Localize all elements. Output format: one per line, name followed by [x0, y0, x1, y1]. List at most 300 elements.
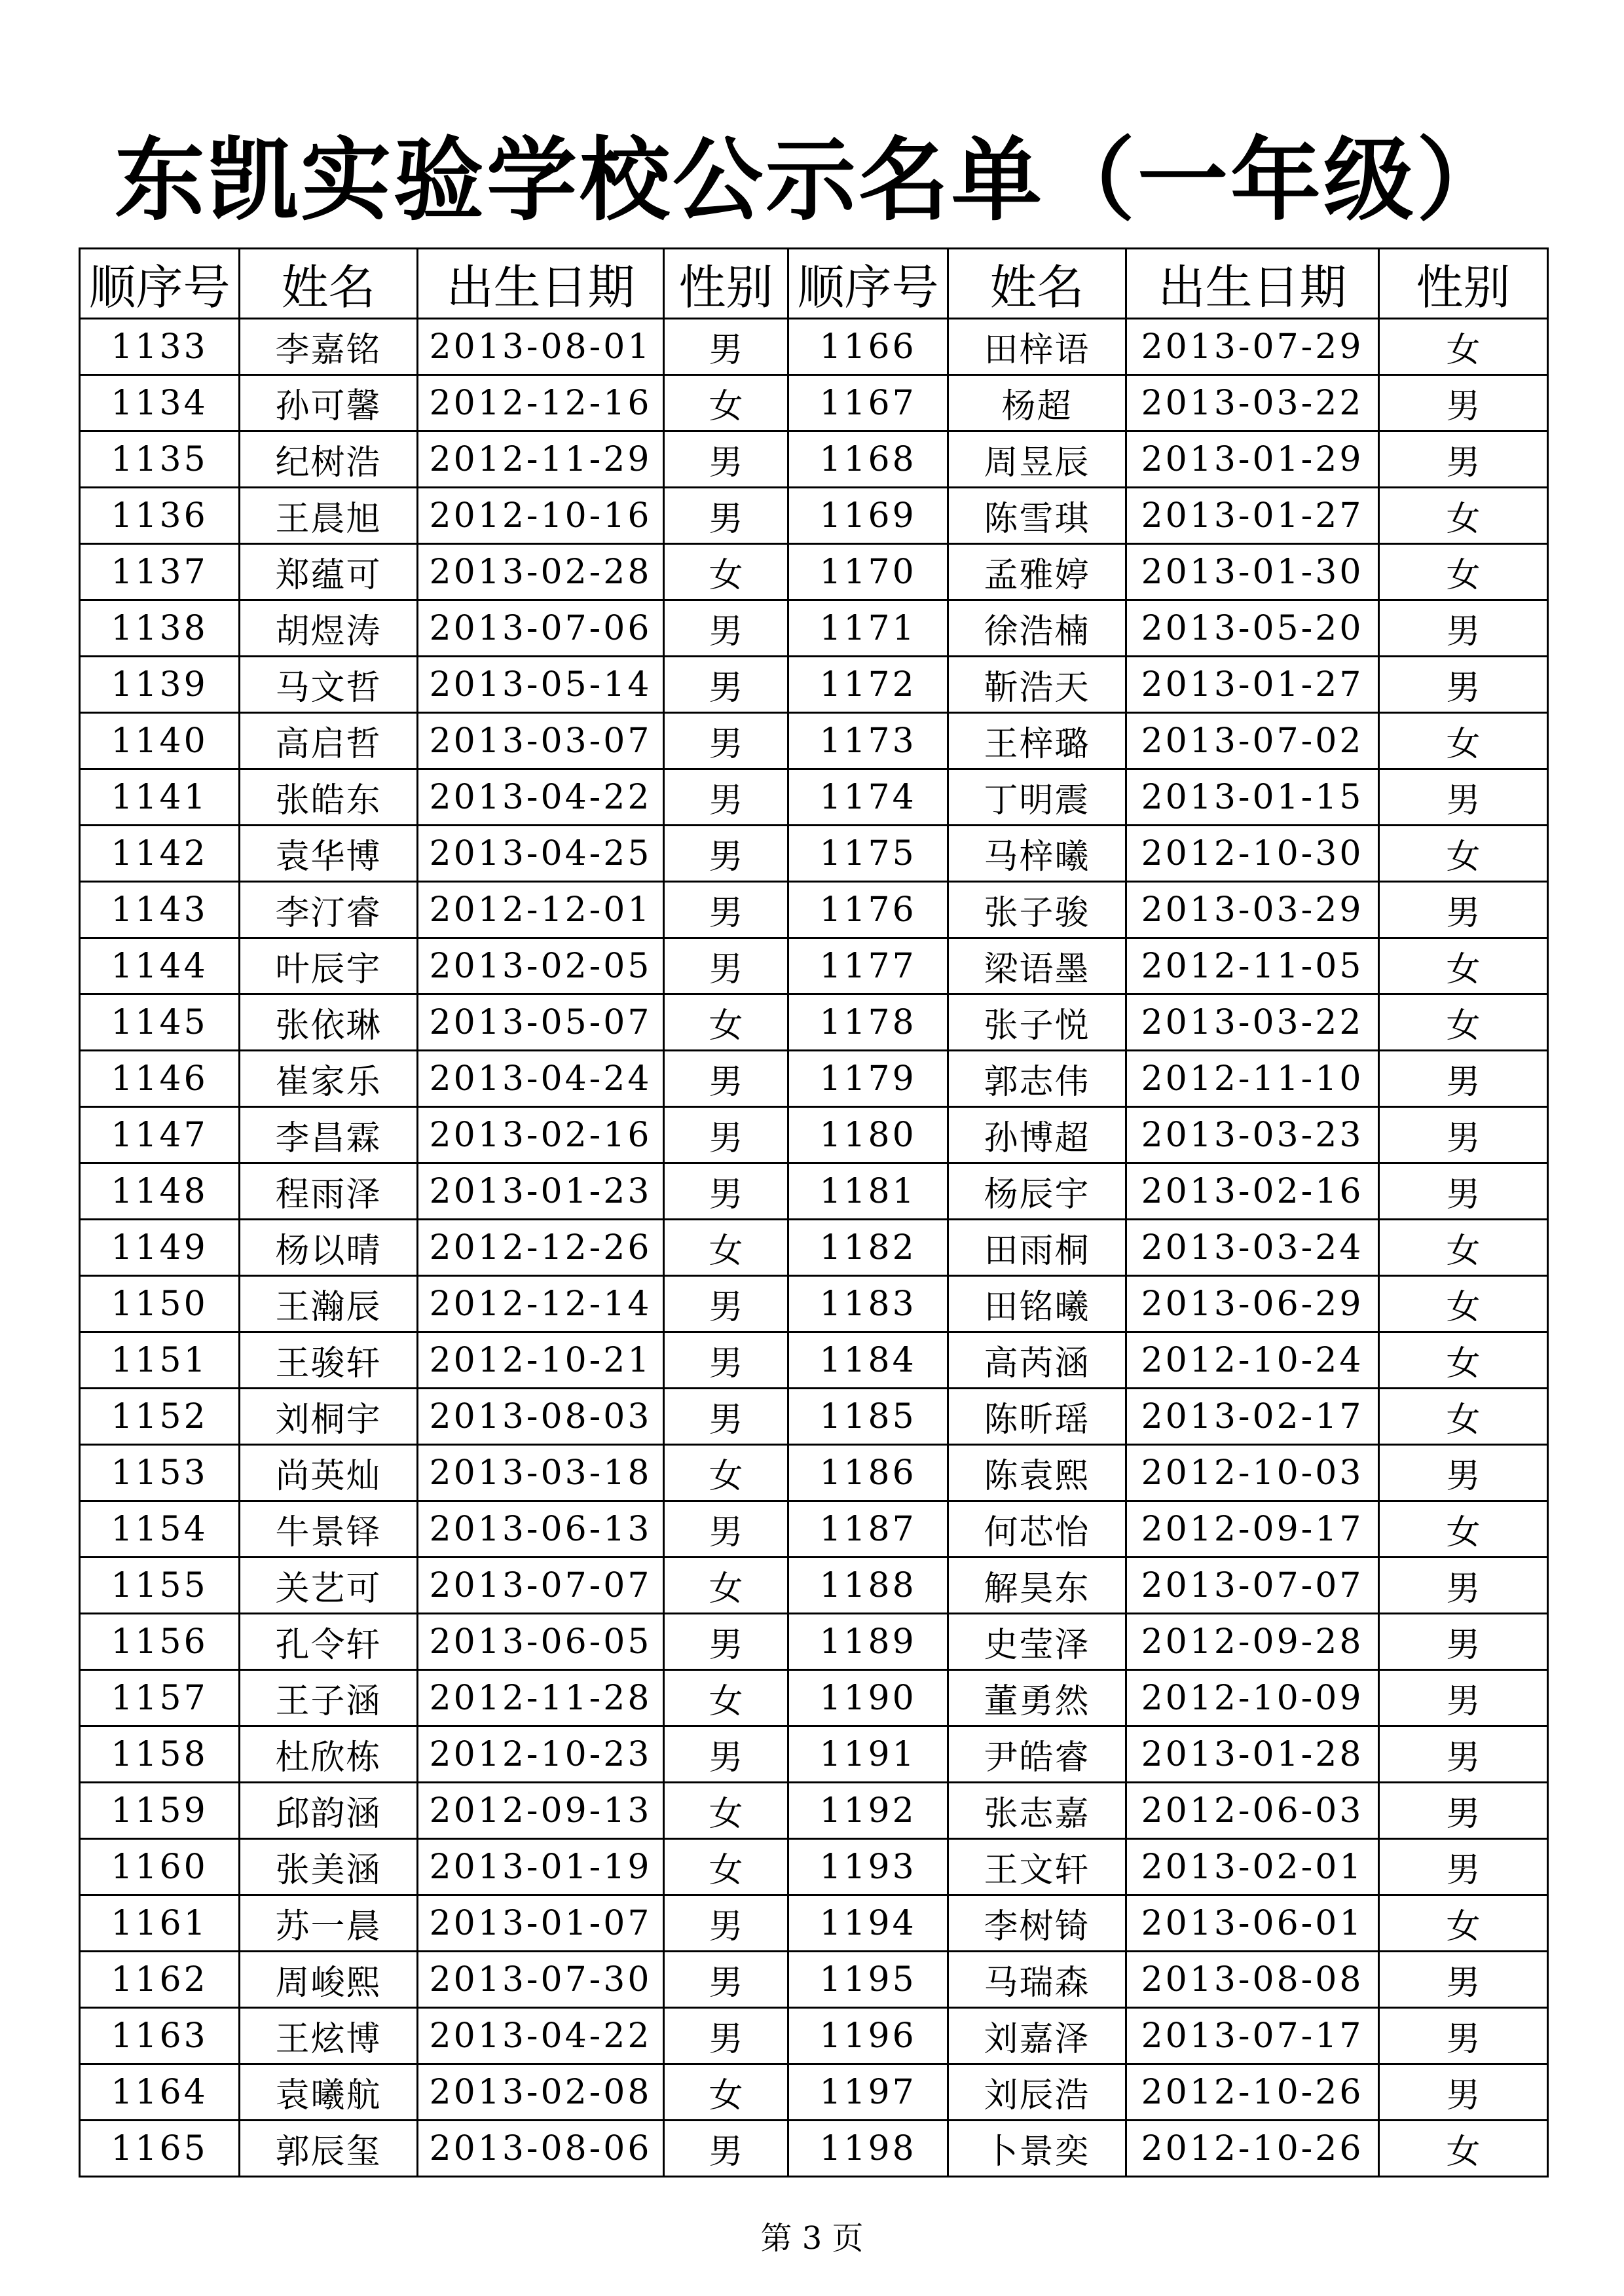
seq-number-cell: 1169 — [788, 488, 948, 544]
table-row — [80, 1952, 1548, 2008]
seq-number-cell: 1163 — [80, 2008, 240, 2064]
birth-date-cell: 2013-06-01 — [1126, 1895, 1379, 1952]
table-row — [80, 826, 1548, 882]
birth-date-cell: 2013-01-19 — [418, 1839, 664, 1895]
birth-date-cell: 2012-10-09 — [1126, 1670, 1379, 1726]
gender-cell: 女 — [1379, 2121, 1548, 2177]
table-row — [80, 1895, 1548, 1952]
header-cell: 出生日期 — [418, 249, 664, 319]
gender-cell: 男 — [1379, 2064, 1548, 2121]
seq-number-cell: 1187 — [788, 1501, 948, 1558]
seq-number-cell: 1172 — [788, 657, 948, 713]
birth-date-cell: 2012-11-28 — [418, 1670, 664, 1726]
birth-date-cell: 2013-08-03 — [418, 1389, 664, 1445]
header-cell: 顺序号 — [80, 249, 240, 319]
gender-cell: 男 — [1379, 1051, 1548, 1107]
seq-number-cell: 1174 — [788, 769, 948, 826]
birth-date-cell: 2012-10-21 — [418, 1332, 664, 1389]
gender-cell: 女 — [1379, 826, 1548, 882]
student-name-cell: 徐浩楠 — [948, 600, 1126, 657]
student-name-cell: 孟雅婷 — [948, 544, 1126, 600]
seq-number-cell: 1173 — [788, 713, 948, 769]
table-row — [80, 2064, 1548, 2121]
table-row — [80, 657, 1548, 713]
gender-cell: 女 — [664, 2064, 788, 2121]
birth-date-cell: 2013-08-08 — [1126, 1952, 1379, 2008]
gender-cell: 男 — [1379, 600, 1548, 657]
gender-cell: 男 — [1379, 882, 1548, 938]
seq-number-cell: 1176 — [788, 882, 948, 938]
gender-cell: 男 — [664, 2121, 788, 2177]
gender-cell: 女 — [664, 1783, 788, 1839]
student-name-cell: 苏一晨 — [240, 1895, 418, 1952]
seq-number-cell: 1149 — [80, 1220, 240, 1276]
student-name-cell: 张子悦 — [948, 994, 1126, 1051]
birth-date-cell: 2012-11-05 — [1126, 938, 1379, 994]
seq-number-cell: 1170 — [788, 544, 948, 600]
table-row — [80, 1332, 1548, 1389]
gender-cell: 男 — [1379, 1783, 1548, 1839]
student-name-cell: 杜欣栋 — [240, 1726, 418, 1783]
student-name-cell: 王子涵 — [240, 1670, 418, 1726]
birth-date-cell: 2013-07-06 — [418, 600, 664, 657]
gender-cell: 男 — [664, 1107, 788, 1163]
birth-date-cell: 2013-02-28 — [418, 544, 664, 600]
student-name-cell: 王炫博 — [240, 2008, 418, 2064]
gender-cell: 女 — [1379, 1276, 1548, 1332]
table-row — [80, 938, 1548, 994]
seq-number-cell: 1151 — [80, 1332, 240, 1389]
gender-cell: 女 — [664, 1220, 788, 1276]
table-row — [80, 1389, 1548, 1445]
seq-number-cell: 1166 — [788, 319, 948, 375]
page-number: 第 3 页 — [760, 2220, 864, 2257]
table-row — [80, 319, 1548, 375]
seq-number-cell: 1137 — [80, 544, 240, 600]
table-row — [80, 488, 1548, 544]
gender-cell: 女 — [664, 1558, 788, 1614]
birth-date-cell: 2013-05-14 — [418, 657, 664, 713]
seq-number-cell: 1189 — [788, 1614, 948, 1670]
table-row — [80, 1276, 1548, 1332]
seq-number-cell: 1147 — [80, 1107, 240, 1163]
seq-number-cell: 1135 — [80, 431, 240, 488]
table-row — [80, 431, 1548, 488]
student-name-cell: 孙可馨 — [240, 375, 418, 431]
gender-cell: 女 — [664, 1670, 788, 1726]
gender-cell: 男 — [1379, 1670, 1548, 1726]
student-name-cell: 崔家乐 — [240, 1051, 418, 1107]
birth-date-cell: 2013-05-07 — [418, 994, 664, 1051]
gender-cell: 女 — [1379, 1332, 1548, 1389]
table-row — [80, 1445, 1548, 1501]
student-name-cell: 王晨旭 — [240, 488, 418, 544]
student-name-cell: 王瀚辰 — [240, 1276, 418, 1332]
header-cell: 性别 — [664, 249, 788, 319]
birth-date-cell: 2013-04-22 — [418, 2008, 664, 2064]
student-name-cell: 田雨桐 — [948, 1220, 1126, 1276]
gender-cell: 男 — [664, 1163, 788, 1220]
birth-date-cell: 2012-10-03 — [1126, 1445, 1379, 1501]
gender-cell: 女 — [664, 1839, 788, 1895]
birth-date-cell: 2013-06-13 — [418, 1501, 664, 1558]
seq-number-cell: 1156 — [80, 1614, 240, 1670]
gender-cell: 男 — [664, 657, 788, 713]
gender-cell: 男 — [664, 1726, 788, 1783]
seq-number-cell: 1159 — [80, 1783, 240, 1839]
seq-number-cell: 1162 — [80, 1952, 240, 2008]
student-name-cell: 周峻熙 — [240, 1952, 418, 2008]
gender-cell: 男 — [664, 319, 788, 375]
birth-date-cell: 2013-06-05 — [418, 1614, 664, 1670]
birth-date-cell: 2013-01-07 — [418, 1895, 664, 1952]
gender-cell: 女 — [1379, 1220, 1548, 1276]
birth-date-cell: 2012-09-13 — [418, 1783, 664, 1839]
birth-date-cell: 2013-01-23 — [418, 1163, 664, 1220]
student-name-cell: 何芯怡 — [948, 1501, 1126, 1558]
birth-date-cell: 2013-03-07 — [418, 713, 664, 769]
seq-number-cell: 1182 — [788, 1220, 948, 1276]
birth-date-cell: 2013-03-23 — [1126, 1107, 1379, 1163]
student-name-cell: 纪树浩 — [240, 431, 418, 488]
student-name-cell: 李昌霖 — [240, 1107, 418, 1163]
student-name-cell: 李树锜 — [948, 1895, 1126, 1952]
birth-date-cell: 2013-04-25 — [418, 826, 664, 882]
birth-date-cell: 2012-06-03 — [1126, 1783, 1379, 1839]
gender-cell: 男 — [1379, 657, 1548, 713]
gender-cell: 男 — [664, 1389, 788, 1445]
birth-date-cell: 2013-02-05 — [418, 938, 664, 994]
seq-number-cell: 1158 — [80, 1726, 240, 1783]
gender-cell: 男 — [664, 882, 788, 938]
seq-number-cell: 1198 — [788, 2121, 948, 2177]
table-row — [80, 375, 1548, 431]
student-name-cell: 田铭曦 — [948, 1276, 1126, 1332]
table-row — [80, 994, 1548, 1051]
student-name-cell: 张子骏 — [948, 882, 1126, 938]
table-row — [80, 1670, 1548, 1726]
student-name-cell: 程雨泽 — [240, 1163, 418, 1220]
student-name-cell: 杨以晴 — [240, 1220, 418, 1276]
birth-date-cell: 2013-07-07 — [1126, 1558, 1379, 1614]
gender-cell: 男 — [664, 713, 788, 769]
birth-date-cell: 2012-12-26 — [418, 1220, 664, 1276]
birth-date-cell: 2013-04-24 — [418, 1051, 664, 1107]
student-name-cell: 马梓曦 — [948, 826, 1126, 882]
birth-date-cell: 2012-11-29 — [418, 431, 664, 488]
student-name-cell: 郭志伟 — [948, 1051, 1126, 1107]
header-row — [80, 249, 1548, 319]
student-roster-table — [79, 247, 1549, 2178]
student-name-cell: 丁明震 — [948, 769, 1126, 826]
birth-date-cell: 2012-09-28 — [1126, 1614, 1379, 1670]
birth-date-cell: 2013-01-27 — [1126, 488, 1379, 544]
birth-date-cell: 2012-09-17 — [1126, 1501, 1379, 1558]
birth-date-cell: 2012-10-23 — [418, 1726, 664, 1783]
gender-cell: 女 — [664, 544, 788, 600]
gender-cell: 男 — [1379, 1163, 1548, 1220]
gender-cell: 男 — [664, 1501, 788, 1558]
birth-date-cell: 2013-02-01 — [1126, 1839, 1379, 1895]
student-name-cell: 尚英灿 — [240, 1445, 418, 1501]
gender-cell: 女 — [664, 375, 788, 431]
gender-cell: 男 — [1379, 1726, 1548, 1783]
gender-cell: 男 — [1379, 1445, 1548, 1501]
header-cell: 顺序号 — [788, 249, 948, 319]
table-row — [80, 1558, 1548, 1614]
seq-number-cell: 1138 — [80, 600, 240, 657]
seq-number-cell: 1177 — [788, 938, 948, 994]
seq-number-cell: 1136 — [80, 488, 240, 544]
seq-number-cell: 1188 — [788, 1558, 948, 1614]
roster-body — [80, 319, 1548, 2177]
gender-cell: 女 — [1379, 488, 1548, 544]
table-row — [80, 1163, 1548, 1220]
student-name-cell: 陈雪琪 — [948, 488, 1126, 544]
birth-date-cell: 2013-08-06 — [418, 2121, 664, 2177]
student-name-cell: 王骏轩 — [240, 1332, 418, 1389]
student-name-cell: 牛景铎 — [240, 1501, 418, 1558]
birth-date-cell: 2013-04-22 — [418, 769, 664, 826]
birth-date-cell: 2013-08-01 — [418, 319, 664, 375]
student-name-cell: 刘辰浩 — [948, 2064, 1126, 2121]
seq-number-cell: 1148 — [80, 1163, 240, 1220]
birth-date-cell: 2013-03-24 — [1126, 1220, 1379, 1276]
student-name-cell: 梁语墨 — [948, 938, 1126, 994]
student-name-cell: 胡煜涛 — [240, 600, 418, 657]
student-name-cell: 叶辰宇 — [240, 938, 418, 994]
student-name-cell: 刘嘉泽 — [948, 2008, 1126, 2064]
gender-cell: 男 — [664, 938, 788, 994]
seq-number-cell: 1168 — [788, 431, 948, 488]
student-name-cell: 李嘉铭 — [240, 319, 418, 375]
student-name-cell: 邱韵涵 — [240, 1783, 418, 1839]
seq-number-cell: 1133 — [80, 319, 240, 375]
student-name-cell: 靳浩天 — [948, 657, 1126, 713]
seq-number-cell: 1153 — [80, 1445, 240, 1501]
birth-date-cell: 2012-10-30 — [1126, 826, 1379, 882]
birth-date-cell: 2013-03-29 — [1126, 882, 1379, 938]
gender-cell: 女 — [1379, 1895, 1548, 1952]
birth-date-cell: 2013-01-28 — [1126, 1726, 1379, 1783]
seq-number-cell: 1180 — [788, 1107, 948, 1163]
birth-date-cell: 2013-05-20 — [1126, 600, 1379, 657]
gender-cell: 女 — [1379, 938, 1548, 994]
seq-number-cell: 1184 — [788, 1332, 948, 1389]
student-name-cell: 马瑞森 — [948, 1952, 1126, 2008]
table-row — [80, 713, 1548, 769]
student-name-cell: 王文轩 — [948, 1839, 1126, 1895]
birth-date-cell: 2012-10-26 — [1126, 2064, 1379, 2121]
table-row — [80, 1220, 1548, 1276]
seq-number-cell: 1167 — [788, 375, 948, 431]
gender-cell: 女 — [664, 1445, 788, 1501]
gender-cell: 男 — [1379, 1839, 1548, 1895]
student-name-cell: 张志嘉 — [948, 1783, 1126, 1839]
table-row — [80, 769, 1548, 826]
table-row — [80, 1051, 1548, 1107]
seq-number-cell: 1193 — [788, 1839, 948, 1895]
student-name-cell: 孔令轩 — [240, 1614, 418, 1670]
seq-number-cell: 1160 — [80, 1839, 240, 1895]
student-name-cell: 刘桐宇 — [240, 1389, 418, 1445]
seq-number-cell: 1140 — [80, 713, 240, 769]
student-name-cell: 张皓东 — [240, 769, 418, 826]
gender-cell: 男 — [1379, 375, 1548, 431]
table-row — [80, 1614, 1548, 1670]
student-name-cell: 董勇然 — [948, 1670, 1126, 1726]
seq-number-cell: 1185 — [788, 1389, 948, 1445]
student-name-cell: 杨超 — [948, 375, 1126, 431]
seq-number-cell: 1190 — [788, 1670, 948, 1726]
seq-number-cell: 1144 — [80, 938, 240, 994]
table-row — [80, 882, 1548, 938]
seq-number-cell: 1183 — [788, 1276, 948, 1332]
birth-date-cell: 2013-02-16 — [418, 1107, 664, 1163]
table-row — [80, 1839, 1548, 1895]
seq-number-cell: 1175 — [788, 826, 948, 882]
student-name-cell: 史莹泽 — [948, 1614, 1126, 1670]
seq-number-cell: 1145 — [80, 994, 240, 1051]
gender-cell: 男 — [1379, 1614, 1548, 1670]
gender-cell: 男 — [664, 1895, 788, 1952]
birth-date-cell: 2013-02-16 — [1126, 1163, 1379, 1220]
birth-date-cell: 2012-12-14 — [418, 1276, 664, 1332]
gender-cell: 男 — [664, 1614, 788, 1670]
birth-date-cell: 2013-02-08 — [418, 2064, 664, 2121]
gender-cell: 女 — [664, 994, 788, 1051]
seq-number-cell: 1146 — [80, 1051, 240, 1107]
seq-number-cell: 1157 — [80, 1670, 240, 1726]
table-row — [80, 1107, 1548, 1163]
header-cell: 姓名 — [240, 249, 418, 319]
table-row — [80, 2008, 1548, 2064]
gender-cell: 女 — [1379, 1501, 1548, 1558]
seq-number-cell: 1150 — [80, 1276, 240, 1332]
student-name-cell: 王梓璐 — [948, 713, 1126, 769]
student-name-cell: 陈昕瑶 — [948, 1389, 1126, 1445]
student-name-cell: 杨辰宇 — [948, 1163, 1126, 1220]
student-name-cell: 袁曦航 — [240, 2064, 418, 2121]
student-name-cell: 陈袁熙 — [948, 1445, 1126, 1501]
seq-number-cell: 1191 — [788, 1726, 948, 1783]
page-title: 东凯实验学校公示名单（一年级） — [114, 126, 1509, 233]
seq-number-cell: 1139 — [80, 657, 240, 713]
birth-date-cell: 2013-02-17 — [1126, 1389, 1379, 1445]
birth-date-cell: 2012-10-16 — [418, 488, 664, 544]
birth-date-cell: 2013-01-15 — [1126, 769, 1379, 826]
birth-date-cell: 2013-06-29 — [1126, 1276, 1379, 1332]
table-row — [80, 1783, 1548, 1839]
seq-number-cell: 1194 — [788, 1895, 948, 1952]
seq-number-cell: 1143 — [80, 882, 240, 938]
birth-date-cell: 2012-10-26 — [1126, 2121, 1379, 2177]
student-name-cell: 郑蕴可 — [240, 544, 418, 600]
seq-number-cell: 1178 — [788, 994, 948, 1051]
seq-number-cell: 1154 — [80, 1501, 240, 1558]
table-row — [80, 1726, 1548, 1783]
birth-date-cell: 2013-07-30 — [418, 1952, 664, 2008]
seq-number-cell: 1181 — [788, 1163, 948, 1220]
gender-cell: 女 — [1379, 994, 1548, 1051]
seq-number-cell: 1179 — [788, 1051, 948, 1107]
header-cell: 姓名 — [948, 249, 1126, 319]
seq-number-cell: 1134 — [80, 375, 240, 431]
seq-number-cell: 1197 — [788, 2064, 948, 2121]
student-name-cell: 李汀睿 — [240, 882, 418, 938]
birth-date-cell: 2013-01-29 — [1126, 431, 1379, 488]
birth-date-cell: 2013-03-18 — [418, 1445, 664, 1501]
seq-number-cell: 1196 — [788, 2008, 948, 2064]
gender-cell: 男 — [664, 1051, 788, 1107]
gender-cell: 男 — [664, 769, 788, 826]
seq-number-cell: 1142 — [80, 826, 240, 882]
gender-cell: 男 — [664, 431, 788, 488]
header-cell: 出生日期 — [1126, 249, 1379, 319]
student-name-cell: 孙博超 — [948, 1107, 1126, 1163]
gender-cell: 男 — [664, 826, 788, 882]
gender-cell: 女 — [1379, 319, 1548, 375]
gender-cell: 男 — [1379, 1952, 1548, 2008]
gender-cell: 男 — [1379, 769, 1548, 826]
seq-number-cell: 1141 — [80, 769, 240, 826]
gender-cell: 男 — [664, 488, 788, 544]
table-row — [80, 544, 1548, 600]
seq-number-cell: 1155 — [80, 1558, 240, 1614]
gender-cell: 男 — [664, 2008, 788, 2064]
student-name-cell: 袁华博 — [240, 826, 418, 882]
table-row — [80, 2121, 1548, 2177]
birth-date-cell: 2012-12-16 — [418, 375, 664, 431]
student-name-cell: 周昱辰 — [948, 431, 1126, 488]
birth-date-cell: 2013-07-07 — [418, 1558, 664, 1614]
student-name-cell: 卜景奕 — [948, 2121, 1126, 2177]
seq-number-cell: 1192 — [788, 1783, 948, 1839]
seq-number-cell: 1165 — [80, 2121, 240, 2177]
seq-number-cell: 1171 — [788, 600, 948, 657]
gender-cell: 男 — [664, 1276, 788, 1332]
birth-date-cell: 2013-07-02 — [1126, 713, 1379, 769]
gender-cell: 男 — [1379, 2008, 1548, 2064]
header-cell: 性别 — [1379, 249, 1548, 319]
gender-cell: 女 — [1379, 713, 1548, 769]
student-name-cell: 郭辰玺 — [240, 2121, 418, 2177]
birth-date-cell: 2013-01-30 — [1126, 544, 1379, 600]
gender-cell: 男 — [664, 1332, 788, 1389]
birth-date-cell: 2012-11-10 — [1126, 1051, 1379, 1107]
birth-date-cell: 2013-07-17 — [1126, 2008, 1379, 2064]
gender-cell: 女 — [1379, 544, 1548, 600]
table-row — [80, 1501, 1548, 1558]
student-name-cell: 关艺可 — [240, 1558, 418, 1614]
birth-date-cell: 2012-10-24 — [1126, 1332, 1379, 1389]
student-name-cell: 田梓语 — [948, 319, 1126, 375]
student-name-cell: 张美涵 — [240, 1839, 418, 1895]
student-name-cell: 尹皓睿 — [948, 1726, 1126, 1783]
table-row — [80, 600, 1548, 657]
gender-cell: 男 — [1379, 1107, 1548, 1163]
birth-date-cell: 2013-03-22 — [1126, 375, 1379, 431]
gender-cell: 男 — [664, 1952, 788, 2008]
gender-cell: 男 — [1379, 431, 1548, 488]
student-name-cell: 解昊东 — [948, 1558, 1126, 1614]
birth-date-cell: 2013-07-29 — [1126, 319, 1379, 375]
seq-number-cell: 1164 — [80, 2064, 240, 2121]
gender-cell: 男 — [1379, 1558, 1548, 1614]
student-name-cell: 高启哲 — [240, 713, 418, 769]
student-name-cell: 张依琳 — [240, 994, 418, 1051]
student-name-cell: 马文哲 — [240, 657, 418, 713]
